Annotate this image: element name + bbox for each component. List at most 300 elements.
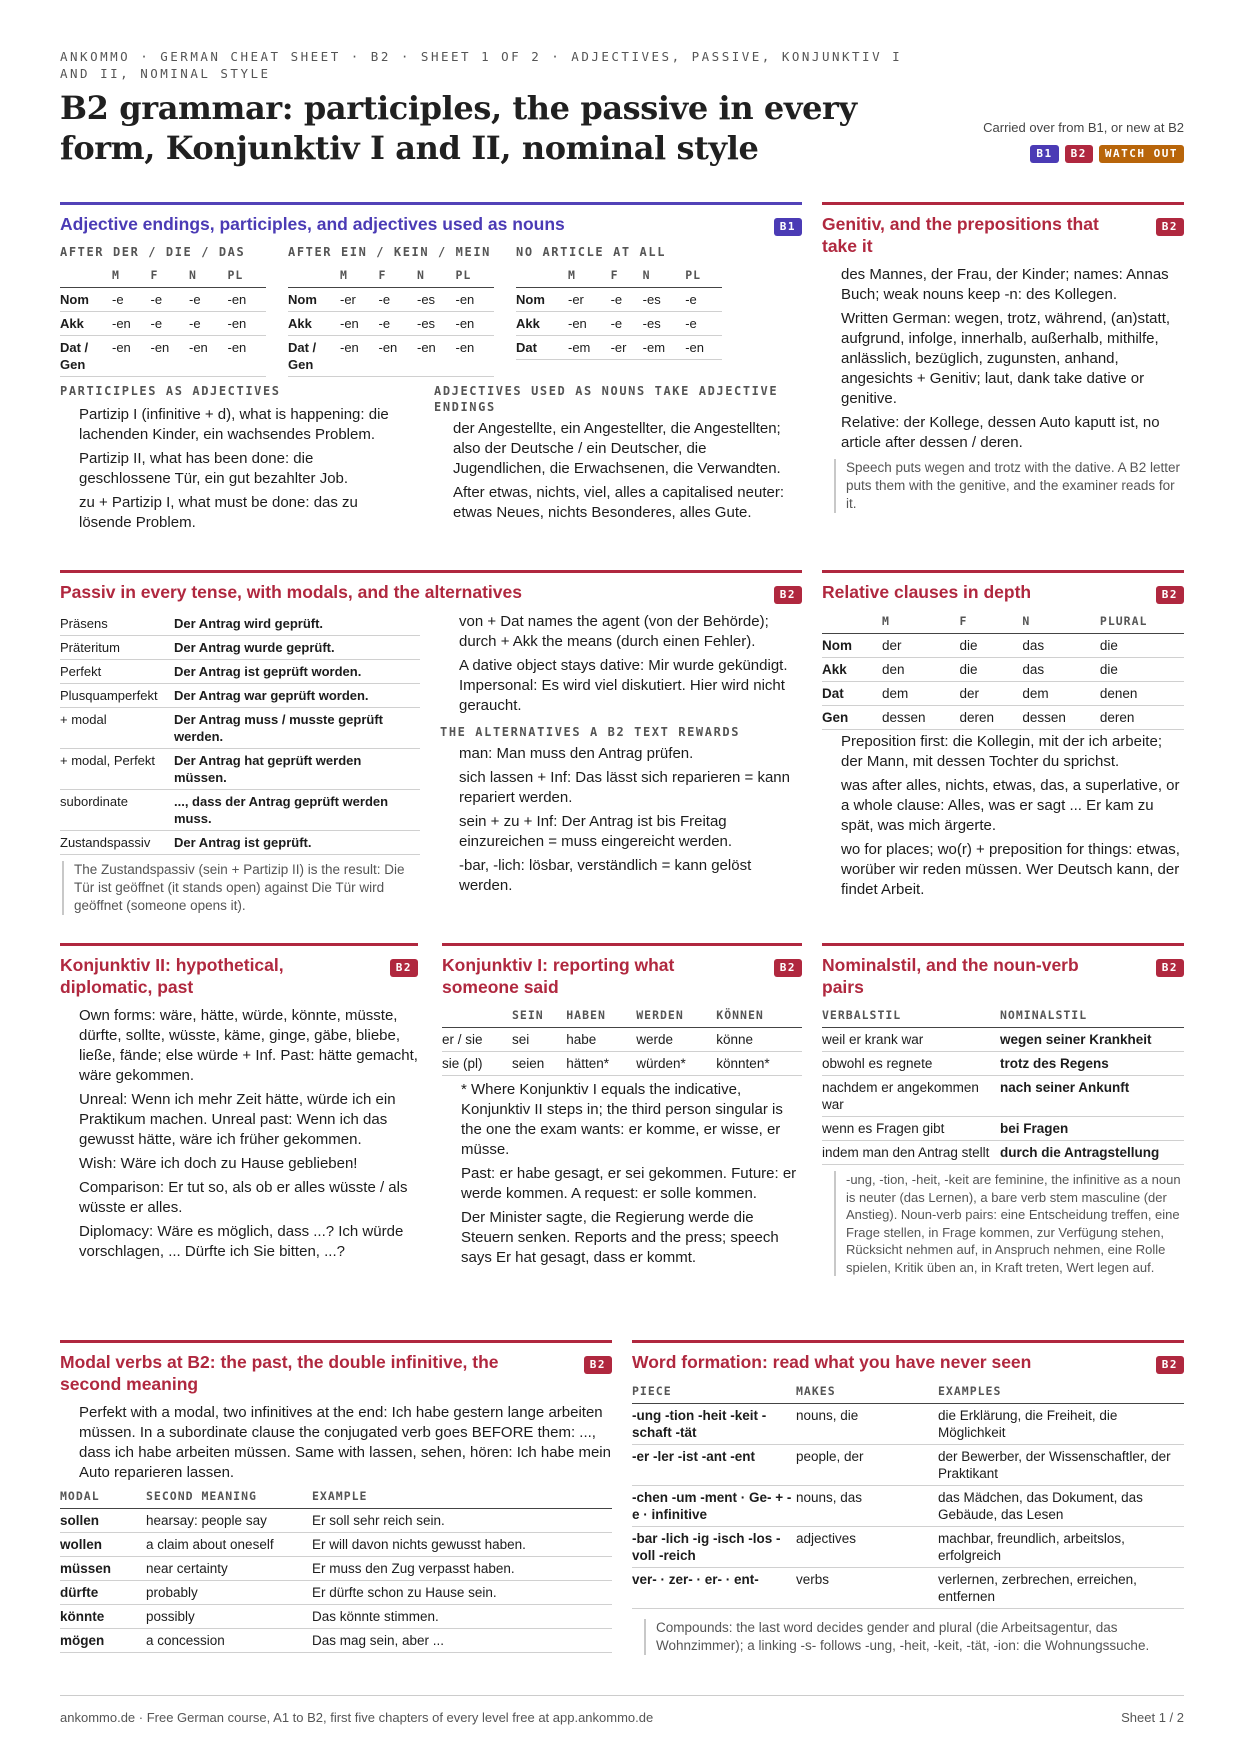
passiv-panel bbox=[60, 570, 802, 932]
table-row bbox=[60, 684, 420, 708]
column-header: M bbox=[340, 268, 348, 282]
column-header: PLURAL bbox=[1099, 614, 1148, 628]
table-row bbox=[822, 706, 1184, 730]
table-cell: Nom bbox=[516, 292, 545, 307]
column-header: VERBALSTIL bbox=[822, 1008, 902, 1022]
konjunktiv-ii-rule: Comparison: Er tut so, als ob er alles wüsste / als wüsste er alles. bbox=[79, 1179, 408, 1216]
table-cell: -en bbox=[112, 340, 131, 355]
table-cell: den bbox=[882, 662, 905, 677]
table-cell: -es bbox=[642, 316, 661, 331]
table-cell: denen bbox=[1099, 686, 1138, 701]
table-cell: -er bbox=[568, 292, 584, 307]
table-cell: Dat bbox=[516, 340, 537, 355]
footer bbox=[60, 1695, 1184, 1725]
table-cell: Akk bbox=[822, 662, 847, 677]
word-formation-table bbox=[632, 1380, 1184, 1609]
table-cell: nouns, die bbox=[796, 1408, 859, 1423]
modal-verbs-panel bbox=[60, 1340, 612, 1648]
nominalstil-table bbox=[822, 1004, 1184, 1165]
table-cell: Perfekt bbox=[60, 664, 102, 679]
table-cell: sei bbox=[512, 1032, 530, 1047]
ending-table-heading: NO ARTICLE AT ALL bbox=[516, 245, 667, 259]
column-header: PL bbox=[455, 268, 472, 282]
word-formation-panel bbox=[632, 1340, 1184, 1660]
table-row bbox=[822, 1117, 1184, 1141]
page-title: B2 grammar: participles, the passive in every form, Konjunktiv I and II, nominal style bbox=[60, 89, 857, 167]
table-cell: Er will davon nichts gewusst haben. bbox=[312, 1537, 526, 1552]
table-cell: die bbox=[959, 638, 978, 653]
passiv-rule: von + Dat names the agent (von der Behörde); durch + Akk the means (durch einen Fehler). bbox=[459, 613, 769, 650]
column-header: F bbox=[610, 268, 619, 282]
table-cell: -en bbox=[227, 292, 247, 307]
column-header: PL bbox=[685, 268, 702, 282]
column-header: KÖNNEN bbox=[716, 1008, 764, 1022]
table-cell: -en bbox=[189, 340, 208, 355]
table-header-row bbox=[516, 264, 722, 288]
table-cell: -en bbox=[685, 340, 704, 355]
table-cell: dessen bbox=[882, 710, 926, 725]
zustandspassiv-note: The Zustandspassiv (sein + Partizip II) is the result: Die Tür ist geöffnet (it stands open) against Die Tür wird geöffnet (someone opens it). bbox=[62, 861, 420, 915]
table-cell: nachdem er angekommen war bbox=[822, 1080, 979, 1112]
table-cell: Akk bbox=[516, 316, 540, 331]
table-cell: dürfte bbox=[60, 1585, 99, 1600]
table-header-row bbox=[632, 1380, 1184, 1404]
table-row bbox=[822, 682, 1184, 706]
participles-heading: PARTICIPLES AS ADJECTIVES bbox=[60, 384, 281, 398]
panel-title: Nominalstil, and the noun-verb pairs bbox=[822, 955, 1079, 997]
table-row bbox=[60, 1629, 612, 1653]
table-cell: a claim about oneself bbox=[146, 1537, 274, 1552]
column-header: MODAL bbox=[60, 1489, 100, 1503]
column-header bbox=[442, 1004, 512, 1028]
konjunktiv-ii-rule: Own forms: wäre, hätte, würde, könnte, müsste, dürfte, sollte, wüsste, käme, ginge, gäbe, bliebe, ließe, fände; else würde + Inf. Past: hätte gemacht, wäre gekommen. bbox=[79, 1007, 418, 1084]
table-header-row bbox=[60, 264, 266, 288]
table-row bbox=[60, 1533, 612, 1557]
table-cell: -en bbox=[455, 340, 475, 355]
table-cell: Der Antrag wird geprüft. bbox=[174, 616, 324, 631]
table-cell: nach seiner Ankunft bbox=[1000, 1080, 1130, 1095]
column-header: M bbox=[882, 614, 890, 628]
table-row bbox=[632, 1527, 1184, 1568]
table-row bbox=[442, 1052, 802, 1076]
table-cell: er / sie bbox=[442, 1032, 483, 1047]
genitiv-note: Speech puts wegen and trotz with the dative. A B2 letter puts them with the genitive, and the examiner reads for it. bbox=[834, 459, 1184, 513]
adjective-endings-panel bbox=[60, 202, 802, 552]
table-cell: -e bbox=[112, 292, 124, 307]
nominalstil-panel bbox=[822, 943, 1184, 1323]
konjunktiv-i-rule: * Where Konjunktiv I equals the indicative, Konjunktiv II steps in; the third person singular is the one the exam wants: er komme, er wisse, er müsse. bbox=[461, 1081, 783, 1158]
table-cell: das bbox=[1022, 662, 1045, 677]
konjunktiv-ii-panel bbox=[60, 943, 418, 1323]
column-header: F bbox=[959, 614, 968, 628]
table-cell: -e bbox=[685, 316, 697, 331]
table-row bbox=[632, 1568, 1184, 1609]
table-cell: obwohl es regnete bbox=[822, 1056, 933, 1071]
column-header: SEIN bbox=[512, 1008, 544, 1022]
panel-title: Relative clauses in depth bbox=[822, 582, 1032, 602]
table-cell: verbs bbox=[796, 1572, 830, 1587]
table-cell: -er bbox=[340, 292, 356, 307]
table-row bbox=[288, 312, 494, 336]
table-cell: -es bbox=[642, 292, 661, 307]
table-row bbox=[822, 1141, 1184, 1165]
table-cell: könnten* bbox=[716, 1056, 770, 1071]
table-cell: der bbox=[959, 686, 980, 701]
konjunktiv-i-rule: Past: er habe gesagt, er sei gekommen. Future: er werde kommen. A request: er solle kommen. bbox=[461, 1165, 797, 1202]
table-cell: Er soll sehr reich sein. bbox=[312, 1513, 445, 1528]
alternative: sich lassen + Inf: Das lässt sich reparieren = kann repariert werden. bbox=[459, 769, 790, 806]
table-row bbox=[60, 790, 420, 831]
table-cell: Dat bbox=[822, 686, 844, 701]
level-badge: B2 bbox=[774, 586, 802, 604]
table-row bbox=[60, 1581, 612, 1605]
panel-title: Konjunktiv I: reporting what someone said bbox=[442, 955, 675, 997]
table-header-row bbox=[288, 264, 494, 288]
relative-rule: was after alles, nichts, etwas, das, a superlative, or a whole clause: Alles, was er sagt ... Er kam zu spät, was mich ärgerte. bbox=[841, 777, 1180, 834]
table-header-row bbox=[442, 1004, 802, 1028]
table-header-row bbox=[822, 1004, 1184, 1028]
ending-table bbox=[288, 264, 494, 377]
table-cell: die Erklärung, die Freiheit, die Möglichkeit bbox=[938, 1408, 1118, 1440]
table-cell: adjectives bbox=[796, 1531, 857, 1546]
alternatives-heading: THE ALTERNATIVES A B2 TEXT REWARDS bbox=[440, 725, 741, 739]
table-row bbox=[60, 312, 266, 336]
panel-title: Word formation: read what you have never seen bbox=[632, 1352, 1032, 1372]
table-cell: -en bbox=[417, 340, 436, 355]
table-cell: werde bbox=[636, 1032, 674, 1047]
table-cell: mögen bbox=[60, 1633, 105, 1648]
panel-title: Modal verbs at B2: the past, the double infinitive, the second meaning bbox=[60, 1352, 499, 1394]
table-row bbox=[822, 1028, 1184, 1052]
participle-rule: zu + Partizip I, what must be done: das zu lösende Problem. bbox=[79, 494, 358, 531]
column-header: SECOND MEANING bbox=[146, 1489, 257, 1503]
table-cell: -es bbox=[417, 316, 436, 331]
konjunktiv-ii-rule: Diplomacy: Wäre es möglich, dass ...? Ich würde vorschlagen, ... Dürfte ich Sie bitten, ...? bbox=[79, 1223, 404, 1260]
table-row bbox=[60, 1605, 612, 1629]
table-cell: Der Antrag muss / musste geprüft werden. bbox=[174, 712, 384, 744]
table-cell: Gen bbox=[822, 710, 849, 725]
column-header: NOMINALSTIL bbox=[1000, 1008, 1088, 1022]
table-cell: + modal, Perfekt bbox=[60, 753, 156, 768]
table-cell: -en bbox=[340, 316, 359, 331]
table-cell: wenn es Fragen gibt bbox=[822, 1121, 945, 1136]
table-cell: -en bbox=[455, 316, 475, 331]
table-row bbox=[632, 1486, 1184, 1527]
legend-badge-watch-out: WATCH OUT bbox=[1099, 145, 1184, 163]
legend-text: Carried over from B1, or new at B2 bbox=[983, 120, 1184, 135]
column-header: N bbox=[417, 268, 425, 282]
table-row bbox=[822, 634, 1184, 658]
table-cell: das bbox=[1022, 638, 1045, 653]
table-row bbox=[288, 288, 494, 312]
table-row bbox=[442, 1028, 802, 1052]
ending-table-heading: AFTER EIN / KEIN / MEIN bbox=[288, 245, 491, 259]
table-cell: Nom bbox=[60, 292, 89, 307]
table-cell: dessen bbox=[1022, 710, 1066, 725]
table-row bbox=[632, 1404, 1184, 1445]
table-cell: hätten* bbox=[566, 1056, 610, 1071]
column-header: EXAMPLE bbox=[312, 1489, 368, 1503]
konjunktiv-i-table bbox=[442, 1004, 802, 1076]
footer-text: ankommo.de · Free German course, A1 to B2, first five chapters of every level free at app.ankommo.de bbox=[60, 1710, 654, 1725]
table-cell: subordinate bbox=[60, 794, 128, 809]
column-header: PIECE bbox=[632, 1384, 672, 1398]
column-header: F bbox=[378, 268, 387, 282]
table-cell: Das mag sein, aber ... bbox=[312, 1633, 445, 1648]
ending-table bbox=[516, 264, 722, 360]
table-cell: ver- · zer- · er- · ent- bbox=[632, 1572, 759, 1587]
modal-intro: Perfekt with a modal, two infinitives at the end: Ich habe gestern lange arbeiten müssen. In a subordinate clause the conjugated verb goes BEFORE them: ..., dass ich habe arbeiten müssen. Same with lassen, sehen, hören: Ich habe mein Auto reparieren lassen. bbox=[79, 1404, 611, 1481]
table-header-row bbox=[60, 1485, 612, 1509]
nominalstil-note: -ung, -tion, -heit, -keit are feminine, the infinitive as a noun is neuter (das Lernen), a bare verb stem masculine (der Anstieg). Noun-verb pairs: eine Entscheidung treffen, eine Frage stellen, in Frage kommen, zur Verfügung stehen, Rücksicht nehmen auf, in Anspruch nehmen, eine Rolle spielen, Kritik üben an, in Kraft treten, Wert legen auf. bbox=[834, 1171, 1184, 1276]
table-cell: habe bbox=[566, 1032, 597, 1047]
column-header bbox=[822, 610, 882, 634]
table-cell: dem bbox=[1022, 686, 1049, 701]
passiv-rule: A dative object stays dative: Mir wurde gekündigt. Impersonal: Es wird viel diskutiert. Hier wird nicht geraucht. bbox=[459, 657, 788, 714]
table-row bbox=[288, 336, 494, 377]
konjunktiv-i-panel bbox=[442, 943, 802, 1323]
table-cell: Der Antrag ist geprüft. bbox=[174, 835, 312, 850]
table-row bbox=[60, 660, 420, 684]
table-cell: ..., dass der Antrag geprüft werden muss. bbox=[174, 794, 389, 826]
table-cell: -en bbox=[150, 340, 170, 355]
table-cell: -e bbox=[189, 292, 201, 307]
table-cell: -en bbox=[378, 340, 398, 355]
alternative: -bar, -lich: lösbar, verständlich = kann gelöst werden. bbox=[459, 857, 752, 894]
table-cell: sollen bbox=[60, 1513, 100, 1528]
table-cell: könne bbox=[716, 1032, 754, 1047]
column-header bbox=[288, 264, 340, 288]
level-badge: B2 bbox=[1156, 1356, 1184, 1374]
table-cell: -chen -um -ment · Ge- + -e · infinitive bbox=[632, 1490, 792, 1522]
panel-title: Passiv in every tense, with modals, and the alternatives bbox=[60, 582, 522, 602]
table-cell: Der Antrag war geprüft worden. bbox=[174, 688, 369, 703]
table-cell: Der Antrag ist geprüft worden. bbox=[174, 664, 362, 679]
panel-title: Adjective endings, participles, and adjectives used as nouns bbox=[60, 214, 565, 234]
table-cell: Präteritum bbox=[60, 640, 120, 655]
table-header-row bbox=[822, 610, 1184, 634]
participle-rule: Partizip I (infinitive + d), what is happening: die lachenden Kinder, ein wachsendes Problem. bbox=[79, 406, 389, 443]
ending-table-block bbox=[60, 244, 266, 377]
alternative: man: Man muss den Antrag prüfen. bbox=[459, 745, 694, 762]
table-cell: machbar, freundlich, arbeitslos, erfolgreich bbox=[938, 1531, 1125, 1563]
relative-rule: Preposition first: die Kollegin, mit der ich arbeite; der Mann, mit dessen Tochter du sprichst. bbox=[841, 733, 1162, 770]
table-cell: Nom bbox=[822, 638, 852, 653]
level-badge: B2 bbox=[1156, 959, 1184, 977]
participle-rule: Partizip II, what has been done: die geschlossene Tür, ein gut bezahlter Job. bbox=[79, 450, 349, 487]
column-header bbox=[60, 264, 112, 288]
column-header: M bbox=[568, 268, 576, 282]
column-header: MAKES bbox=[796, 1384, 836, 1398]
level-badge: B2 bbox=[774, 959, 802, 977]
table-cell: der Bewerber, der Wissenschaftler, der Praktikant bbox=[938, 1449, 1171, 1481]
table-cell: seien bbox=[512, 1056, 545, 1071]
table-row bbox=[60, 636, 420, 660]
table-cell: die bbox=[1099, 662, 1118, 677]
table-row bbox=[60, 612, 420, 636]
table-cell: Der Antrag hat geprüft werden müssen. bbox=[174, 753, 362, 785]
legend-badge-b1: B1 bbox=[1030, 145, 1058, 163]
table-cell: near certainty bbox=[146, 1561, 228, 1576]
column-header: M bbox=[112, 268, 120, 282]
table-cell: hearsay: people say bbox=[146, 1513, 267, 1528]
relative-rule: wo for places; wo(r) + preposition for things: etwas, worüber wir reden müssen. Wer Deutsch kann, der findet Arbeit. bbox=[841, 841, 1180, 898]
level-badge: B2 bbox=[1156, 218, 1184, 236]
table-cell: Er muss den Zug verpasst haben. bbox=[312, 1561, 515, 1576]
konjunktiv-ii-rule: Wish: Wäre ich doch zu Hause geblieben! bbox=[79, 1155, 358, 1172]
genitiv-line: Relative: der Kollege, dessen Auto kaputt ist, no article after dessen / deren. bbox=[841, 414, 1160, 451]
table-cell: Präsens bbox=[60, 616, 108, 631]
table-cell: people, der bbox=[796, 1449, 864, 1464]
table-cell: -e bbox=[378, 316, 391, 331]
table-row bbox=[60, 831, 420, 855]
table-row bbox=[516, 312, 722, 336]
table-cell: -en bbox=[568, 316, 587, 331]
ending-table-heading: AFTER DER / DIE / DAS bbox=[60, 245, 246, 259]
column-header: N bbox=[189, 268, 197, 282]
ending-tables bbox=[60, 244, 802, 377]
table-cell: durch die Antragstellung bbox=[1000, 1145, 1160, 1160]
table-cell: -e bbox=[378, 292, 391, 307]
table-cell: die bbox=[1099, 638, 1118, 653]
table-cell: der bbox=[882, 638, 902, 653]
alternative: sein + zu + Inf: Der Antrag ist bis Freitag einzureichen = muss eingereicht werden. bbox=[459, 813, 733, 850]
noun-rule: der Angestellte, ein Angestellter, die Angestellten; also der Deutsche / ein Deutscher, die Jugendlichen, die Erwachsenen, die Verwandten. bbox=[453, 420, 781, 477]
table-cell: sie (pl) bbox=[442, 1056, 483, 1071]
table-cell: weil er krank war bbox=[822, 1032, 924, 1047]
table-cell: Dat / Gen bbox=[288, 340, 317, 372]
table-cell: -er -ler -ist -ant -ent bbox=[632, 1449, 756, 1464]
column-header: N bbox=[642, 268, 651, 282]
table-cell: die bbox=[959, 662, 978, 677]
konjunktiv-ii-rule: Unreal: Wenn ich mehr Zeit hätte, würde ich ein Praktikum machen. Unreal past: Wenn ich das gewusst hätte, wäre ich früher gekommen. bbox=[79, 1091, 396, 1148]
table-cell: possibly bbox=[146, 1609, 195, 1624]
relative-pronoun-table bbox=[822, 610, 1184, 730]
table-cell: Das könnte stimmen. bbox=[312, 1609, 439, 1624]
table-cell: Der Antrag wurde geprüft. bbox=[174, 640, 335, 655]
table-cell: -en bbox=[340, 340, 359, 355]
table-cell: das Mädchen, das Dokument, das Gebäude, das Lesen bbox=[938, 1490, 1143, 1522]
table-cell: Plusquamperfekt bbox=[60, 688, 158, 703]
table-cell: verlernen, zerbrechen, erreichen, entfernen bbox=[938, 1572, 1137, 1604]
table-cell: -e bbox=[150, 292, 163, 307]
table-cell: -em bbox=[642, 340, 666, 355]
column-header: WERDEN bbox=[636, 1008, 684, 1022]
table-cell: nouns, das bbox=[796, 1490, 863, 1505]
table-cell: müssen bbox=[60, 1561, 112, 1576]
konjunktiv-i-rule: Der Minister sagte, die Regierung werde die Steuern senken. Reports and the press; speech says Er hat gesagt, dass er kommt. bbox=[461, 1209, 779, 1266]
table-cell: -en bbox=[455, 292, 475, 307]
compounds-note: Compounds: the last word decides gender and plural (die Arbeitsagentur, das Wohnzimmer); a linking -s- follows -ung, -heit, -keit, -tät, -ion: die Wohnungssuche. bbox=[644, 1619, 1184, 1655]
modal-verbs-table bbox=[60, 1485, 612, 1653]
table-cell: wegen seiner Krankheit bbox=[1000, 1032, 1152, 1047]
table-cell: -e bbox=[610, 316, 623, 331]
table-row bbox=[60, 288, 266, 312]
table-cell: -ung -tion -heit -keit -schaft -tät bbox=[632, 1408, 767, 1440]
table-cell: Nom bbox=[288, 292, 317, 307]
passiv-table bbox=[60, 612, 420, 855]
table-cell: Er dürfte schon zu Hause sein. bbox=[312, 1585, 497, 1600]
table-row bbox=[60, 1509, 612, 1533]
relative-clauses-panel bbox=[822, 570, 1184, 932]
table-cell: -en bbox=[227, 316, 247, 331]
legend-badge-b2: B2 bbox=[1065, 145, 1093, 163]
table-cell: probably bbox=[146, 1585, 198, 1600]
table-cell: -es bbox=[417, 292, 436, 307]
table-cell: Akk bbox=[288, 316, 312, 331]
column-header: HABEN bbox=[566, 1008, 606, 1022]
genitiv-panel bbox=[822, 202, 1184, 552]
column-header: F bbox=[150, 268, 159, 282]
table-cell: -bar -lich -ig -isch -los -voll -reich bbox=[632, 1531, 781, 1563]
table-cell: -e bbox=[189, 316, 201, 331]
table-row bbox=[60, 336, 266, 377]
table-cell: -e bbox=[610, 292, 623, 307]
level-badge: B1 bbox=[774, 218, 802, 236]
table-cell: würden* bbox=[636, 1056, 686, 1071]
noun-rule: After etwas, nichts, viel, alles a capitalised neuter: etwas Neues, nichts Besonderes, alles Gute. bbox=[453, 484, 784, 521]
table-cell: Akk bbox=[60, 316, 84, 331]
table-row bbox=[822, 658, 1184, 682]
table-cell: bei Fragen bbox=[1000, 1121, 1069, 1136]
table-cell: indem man den Antrag stellt bbox=[822, 1145, 990, 1160]
nouns-heading: ADJECTIVES USED AS NOUNS TAKE ADJECTIVE ENDINGS bbox=[434, 384, 779, 414]
sheet-topline: ANKOMMO · GERMAN CHEAT SHEET · B2 · SHEET 1 OF 2 · ADJECTIVES, PASSIVE, KONJUNKTIV I AND II, NOMINAL STYLE bbox=[60, 49, 903, 81]
ending-table-block bbox=[516, 244, 722, 377]
level-badge: B2 bbox=[1156, 586, 1184, 604]
table-row bbox=[822, 1076, 1184, 1117]
table-row bbox=[632, 1445, 1184, 1486]
page-indicator: Sheet 1 / 2 bbox=[1121, 1710, 1184, 1725]
panel-title: Konjunktiv II: hypothetical, diplomatic, past bbox=[60, 955, 284, 997]
table-cell: -e bbox=[685, 292, 697, 307]
legend bbox=[983, 120, 1184, 163]
column-header: N bbox=[1022, 614, 1031, 628]
table-cell: trotz des Regens bbox=[1000, 1056, 1109, 1071]
level-badge: B2 bbox=[390, 959, 418, 977]
ending-table-block bbox=[288, 244, 494, 377]
table-cell: -en bbox=[227, 340, 247, 355]
table-row bbox=[516, 288, 722, 312]
table-cell: Zustandspassiv bbox=[60, 835, 151, 850]
table-cell: -er bbox=[610, 340, 627, 355]
table-cell: deren bbox=[1099, 710, 1135, 725]
table-cell: + modal bbox=[60, 712, 107, 727]
panel-title: Genitiv, and the prepositions that take it bbox=[822, 214, 1099, 256]
table-row bbox=[822, 1052, 1184, 1076]
genitiv-line: des Mannes, der Frau, der Kinder; names: Annas Buch; weak nouns keep -n: des Kollegen. bbox=[841, 266, 1169, 303]
table-cell: dem bbox=[882, 686, 909, 701]
genitiv-line: Written German: wegen, trotz, während, (an)statt, aufgrund, infolge, innerhalb, außerhalb, mithilfe, anlässlich, bezüglich, zugunsten, anhand, angesichts + Genitiv; laut, dank take dative or genitive. bbox=[841, 310, 1171, 407]
table-cell: Dat / Gen bbox=[60, 340, 89, 372]
table-cell: wollen bbox=[60, 1537, 103, 1552]
table-cell: -em bbox=[568, 340, 591, 355]
column-header: PL bbox=[227, 268, 244, 282]
table-cell: deren bbox=[959, 710, 995, 725]
table-cell: -e bbox=[150, 316, 163, 331]
table-row bbox=[60, 749, 420, 790]
level-badge: B2 bbox=[584, 1356, 612, 1374]
table-row bbox=[516, 336, 722, 360]
table-cell: könnte bbox=[60, 1609, 105, 1624]
table-cell: a concession bbox=[146, 1633, 225, 1648]
table-row bbox=[60, 1557, 612, 1581]
column-header bbox=[516, 264, 568, 288]
table-row bbox=[60, 708, 420, 749]
ending-table bbox=[60, 264, 266, 377]
table-cell: -en bbox=[112, 316, 131, 331]
column-header: EXAMPLES bbox=[938, 1384, 1002, 1398]
